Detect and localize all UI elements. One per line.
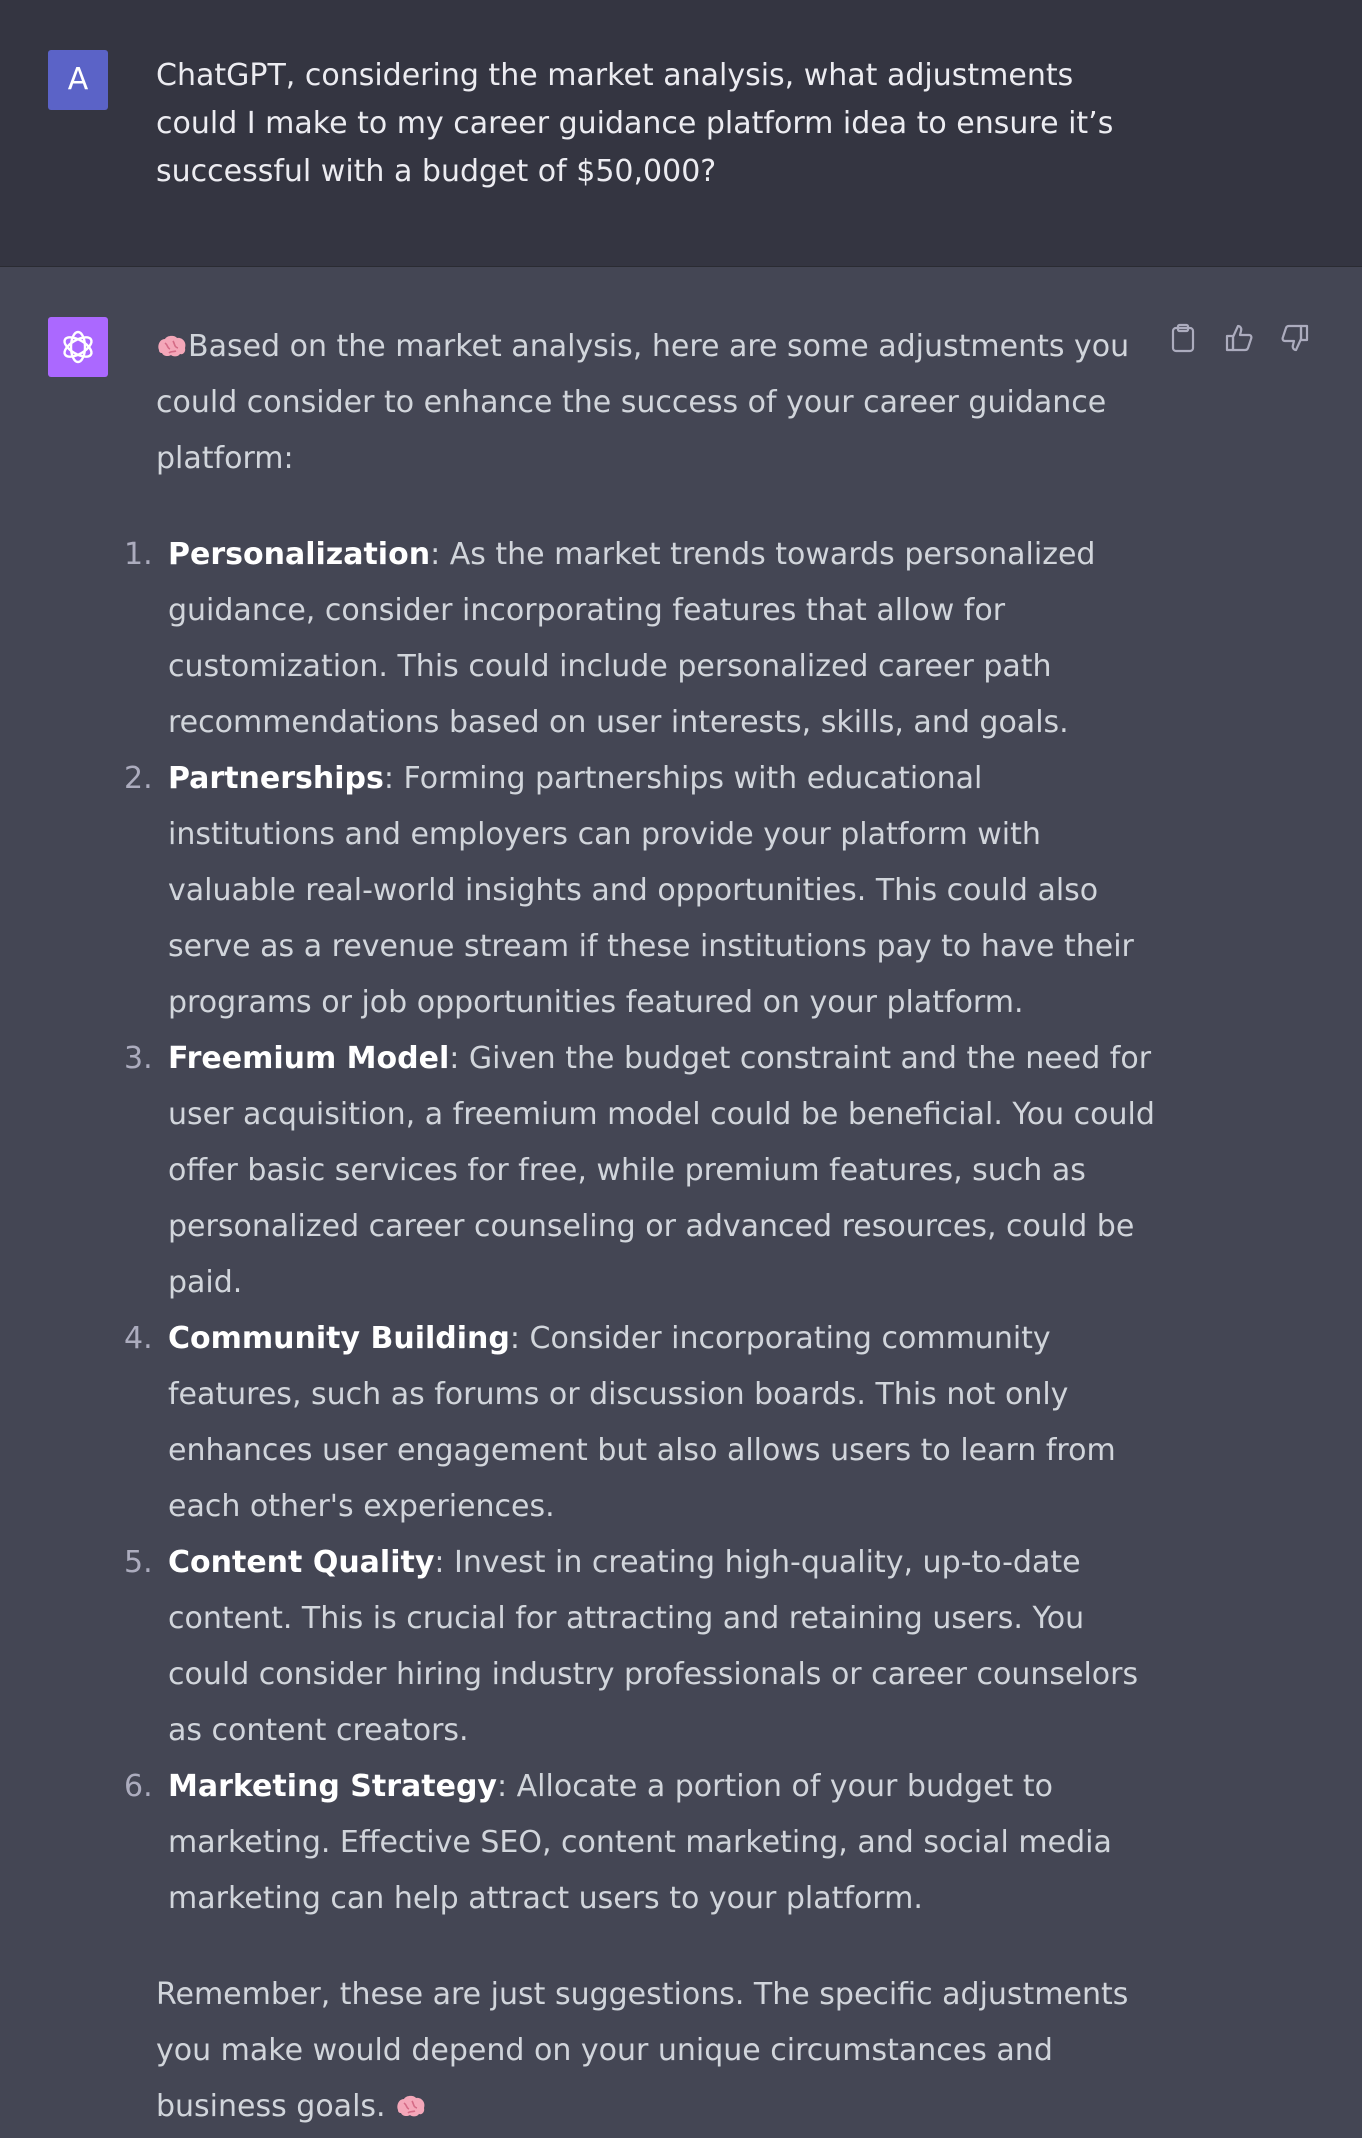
list-text: : Allocate a portion of your budget to marketing. Effective SEO, content marketing, and social media marketing can help attract users to your platform.	[168, 1769, 1112, 1916]
list-item	[124, 527, 1156, 751]
message-actions	[1166, 321, 1312, 355]
list-number: 4.	[124, 1321, 153, 1356]
list-text: : As the market trends towards personalized guidance, consider incorporating features that allow for customization. This could include personalized career path recommendations based on user interests, skills, and goals.	[168, 537, 1096, 740]
list-term: Community Building	[168, 1321, 510, 1356]
list-number: 5.	[124, 1545, 153, 1580]
list-text: : Invest in creating high-quality, up-to-date content. This is crucial for attracting and retaining users. You could consider hiring industry professionals or career counselors as content creators.	[168, 1545, 1139, 1748]
list-item	[124, 1311, 1156, 1535]
list-term: Content Quality	[168, 1545, 435, 1580]
copy-icon[interactable]	[1166, 321, 1200, 355]
user-avatar: A	[48, 50, 108, 110]
list-term: Marketing Strategy	[168, 1769, 497, 1804]
user-message-text: ChatGPT, considering the market analysis, what adjustments could I make to my career guidance platform idea to ensure it’s successful with a budget of $50,000?	[156, 58, 1114, 189]
list-item	[124, 1031, 1156, 1311]
suggestion-list	[124, 527, 1156, 1927]
list-number: 6.	[124, 1769, 153, 1804]
list-text: : Given the budget constraint and the need for user acquisition, a freemium model could be beneficial. You could offer basic services for free, while premium features, such as personalized career counseling or advanced resources, could be paid.	[168, 1041, 1155, 1300]
list-term: Freemium Model	[168, 1041, 450, 1076]
list-item	[124, 1759, 1156, 1927]
response-intro	[156, 319, 1156, 487]
list-term: Partnerships	[168, 761, 384, 796]
response-outro-text: Remember, these are just suggestions. The specific adjustments you make would depend on your unique circumstances and business goals.	[156, 1977, 1129, 2124]
assistant-response	[124, 319, 1156, 2135]
list-number: 1.	[124, 537, 153, 572]
thumbs-down-icon[interactable]	[1278, 321, 1312, 355]
response-outro	[156, 1967, 1156, 2135]
list-item	[124, 751, 1156, 1031]
list-item	[124, 1535, 1156, 1759]
list-term: Personalization	[168, 537, 431, 572]
list-number: 3.	[124, 1041, 153, 1076]
response-intro-text: Based on the market analysis, here are some adjustments you could consider to enhance the success of your career guidance platform:	[156, 329, 1130, 476]
thumbs-up-icon[interactable]	[1222, 321, 1256, 355]
list-text: : Forming partnerships with educational institutions and employers can provide your platform with valuable real-world insights and opportunities. This could also serve as a revenue stream if these institutions pay to have their programs or job opportunities featured on your platform.	[168, 761, 1134, 1020]
assistant-message	[0, 267, 1362, 2138]
list-text: : Consider incorporating community features, such as forums or discussion boards. This not only enhances user engagement but also allows users to learn from each other's experiences.	[168, 1321, 1116, 1524]
list-number: 2.	[124, 761, 153, 796]
brain-emoji-icon	[395, 2093, 427, 2119]
user-message	[0, 0, 1362, 267]
brain-emoji-icon	[156, 333, 188, 359]
openai-logo-icon	[48, 317, 108, 377]
